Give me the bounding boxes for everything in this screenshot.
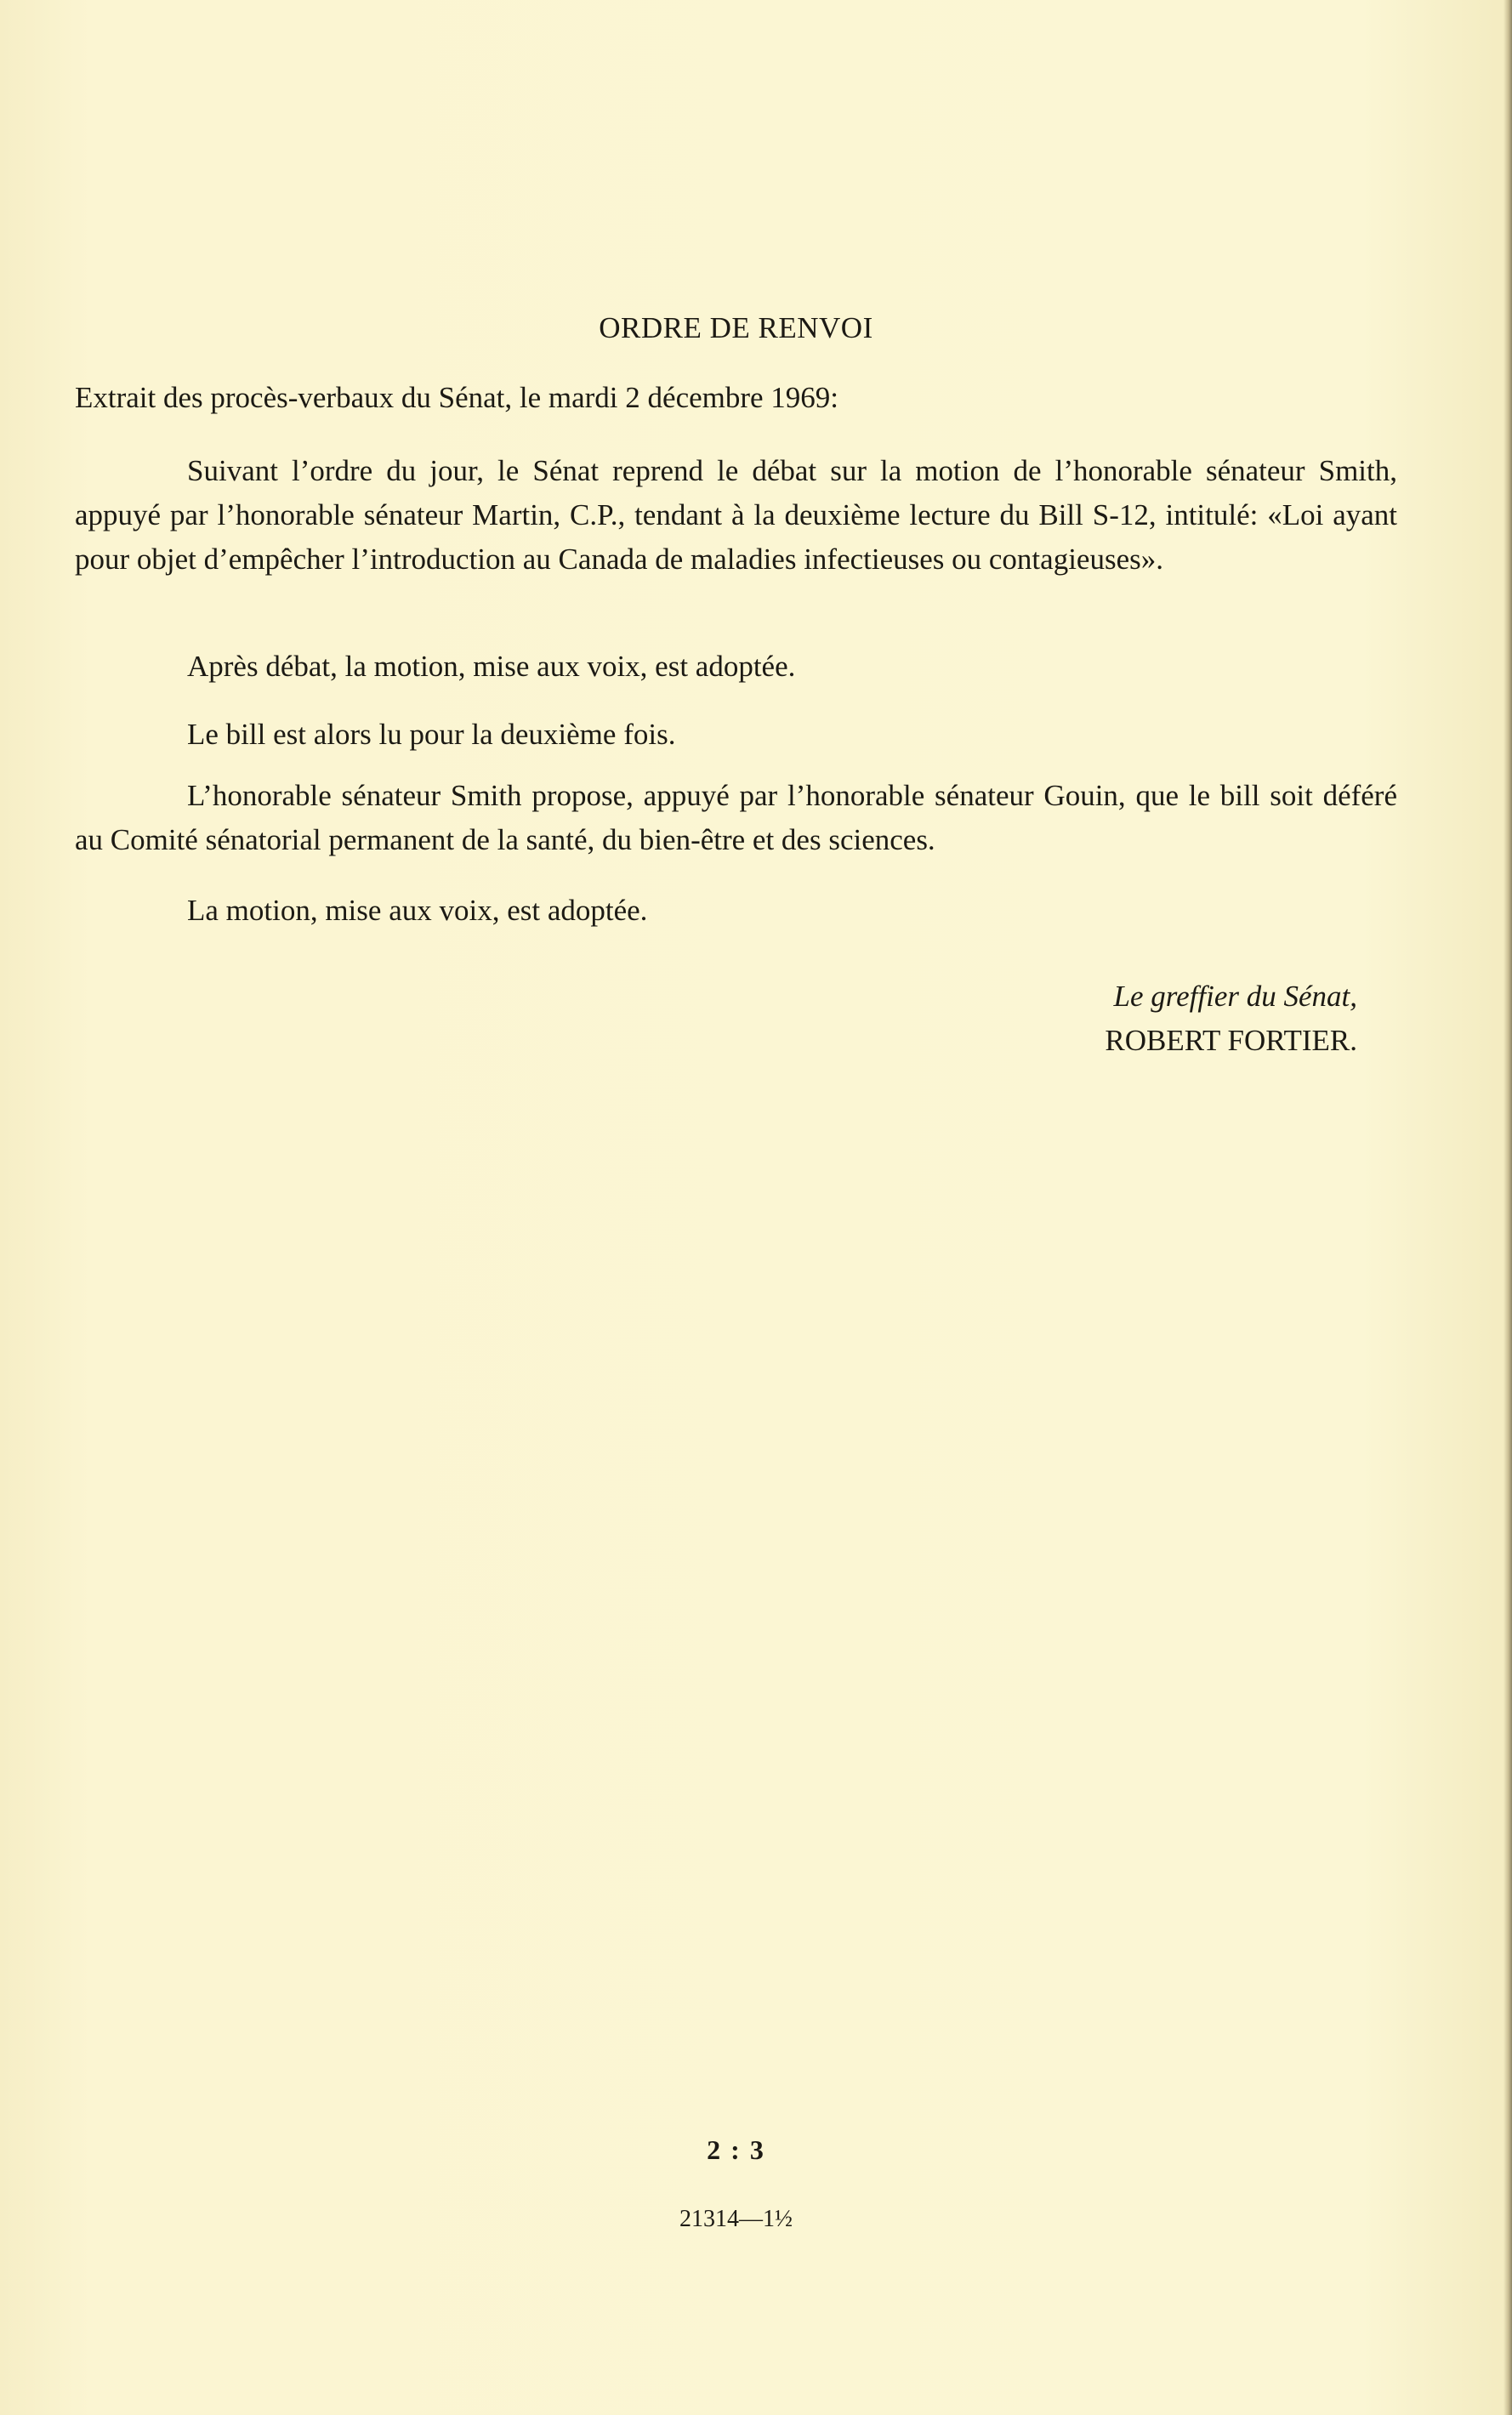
paragraph-second-reading: Le bill est alors lu pour la deuxième fois. <box>187 718 676 751</box>
paragraph-motion-adopted: Après débat, la motion, mise aux voix, est adoptée. <box>187 650 796 683</box>
signature-block <box>75 975 1357 1063</box>
paragraph-motion-debate: Suivant l’ordre du jour, le Sénat reprend le débat sur la motion de l’honorable sénateur Smith, appuyé par l’honorable sénateur Martin, C.P., tendant à la deuxième lecture du Bill S-12, intitulé: «Loi ayant pour objet d’empêcher l’introduction au Canada de maladies infectieuses ou contagieuses». <box>75 454 1397 576</box>
document-lead-line: Extrait des procès-verbaux du Sénat, le mardi 2 décembre 1969: <box>75 381 839 414</box>
paragraph-referral-motion: L’honorable sénateur Smith propose, appuyé par l’honorable sénateur Gouin, que le bill soit déféré au Comité sénatorial permanent de la santé, du bien-être et des sciences. <box>75 779 1397 856</box>
page-number: 2 : 3 <box>707 2134 765 2165</box>
page-edge-shadow <box>1503 0 1512 2415</box>
signature-role: Le greffier du Sénat, <box>1113 980 1357 1013</box>
paragraph-referral-adopted: La motion, mise aux voix, est adoptée. <box>187 894 648 927</box>
document-heading: ORDRE DE RENVOI <box>599 311 873 344</box>
print-code: 21314—1½ <box>679 2206 793 2232</box>
signature-name: ROBERT FORTIER. <box>1105 1024 1357 1057</box>
